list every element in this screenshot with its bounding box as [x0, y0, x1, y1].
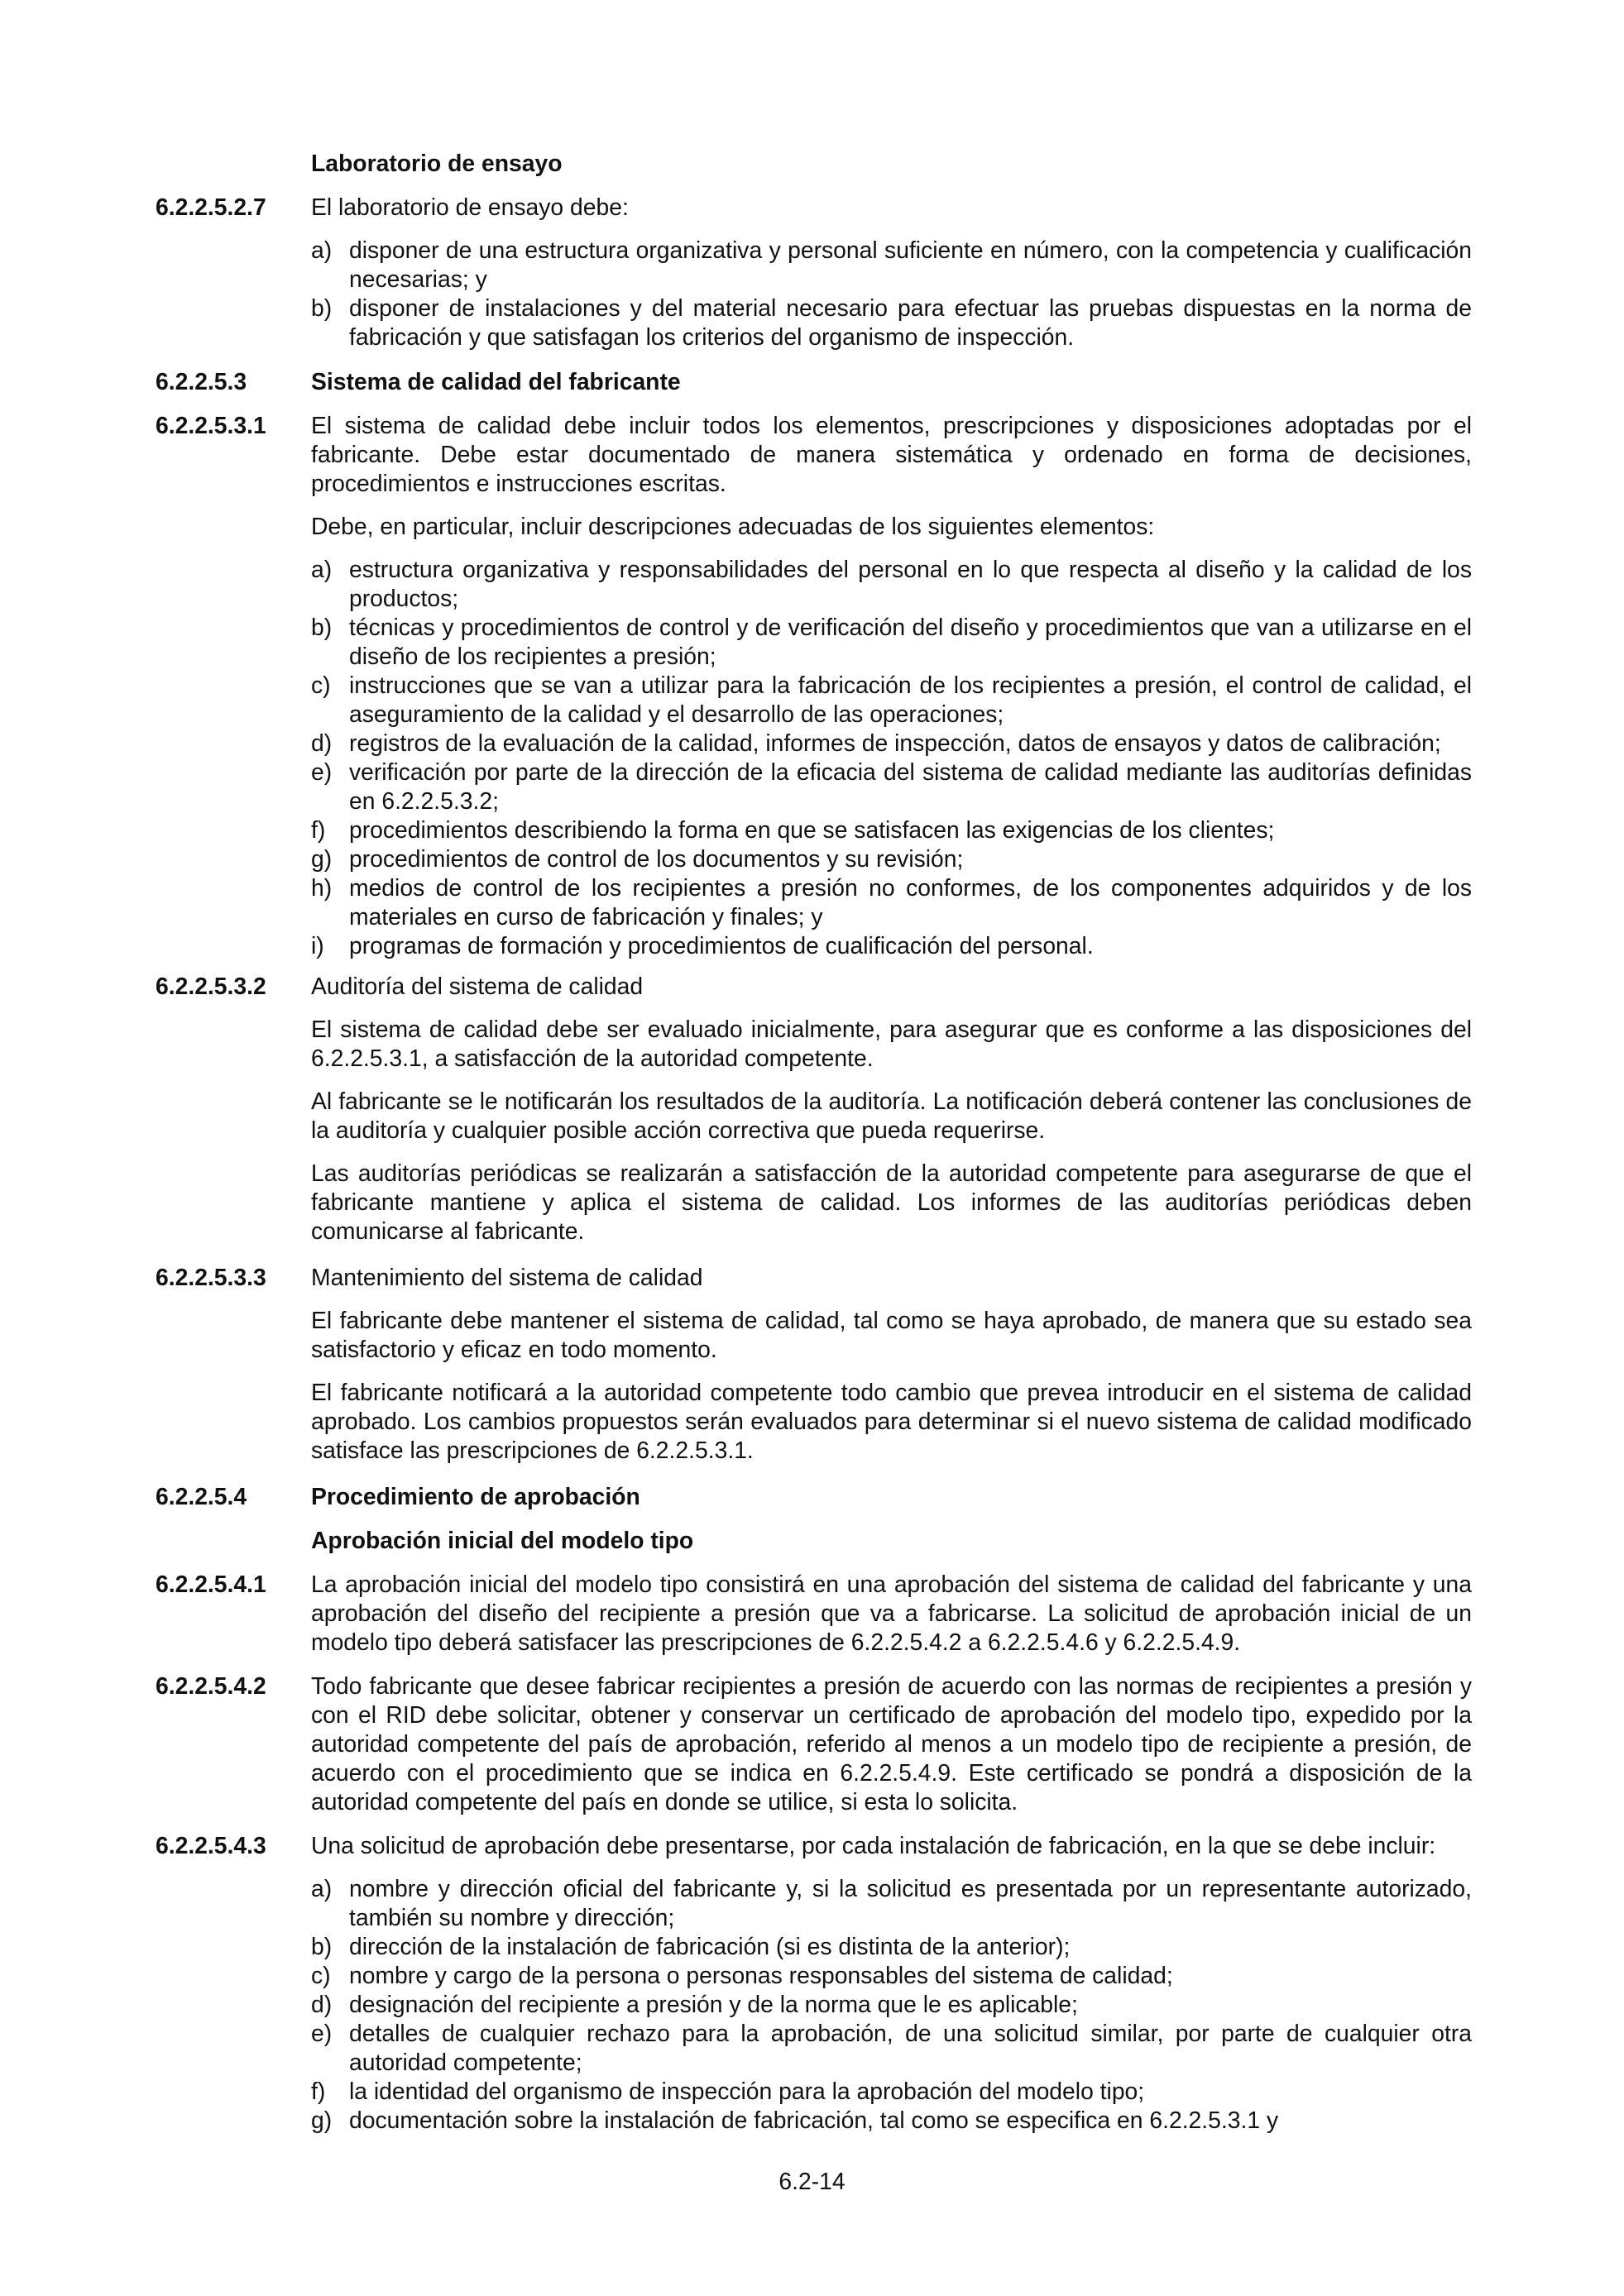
section-5-block — [311, 972, 1472, 1246]
paragraph: El fabricante debe mantener el sistema de calidad, tal como se haya aprobado, de manera que su estado sea satisfactorio y eficaz en todo momento. — [311, 1307, 1472, 1362]
section-4-block — [311, 411, 1472, 960]
list-item — [311, 1874, 1472, 1932]
list-item-label: b) — [311, 294, 333, 321]
section-heading: Sistema de calidad del fabricante — [311, 368, 681, 395]
section-number: 6.2.2.5.2.7 — [156, 194, 266, 220]
list-item — [311, 758, 1472, 816]
paragraph: Todo fabricante que desee fabricar recipientes a presión de acuerdo con las normas de recipientes a presión y con el RID debe solicitar, obtener y conservar un certificado de aprobación del modelo tipo, expedido por la autoridad competente del país de aprobación, referido al menos a un modelo tipo de recipiente a presión, de acuerdo con el procedimiento que se indica en 6.2.2.5.4.9. Este certificado se pondrá a disposición de la autoridad competente del país en donde se utilice, si esta lo solicita. — [311, 1672, 1472, 1815]
list-item-label: b) — [311, 1933, 333, 1959]
section-number: 6.2.2.5.3.1 — [156, 412, 266, 438]
paragraph: Una solicitud de aprobación debe presentarse, por cada instalación de fabricación, en la que se debe incluir: — [311, 1832, 1436, 1858]
list-item-label: d) — [311, 1991, 333, 2017]
list-item — [311, 671, 1472, 729]
list-item-text: detalles de cualquier rechazo para la aprobación, de una solicitud similar, por parte de cualquier otra autoridad competente; — [349, 2020, 1472, 2075]
section-10-block — [311, 1831, 1472, 2135]
list-item — [311, 873, 1472, 931]
section-heading: Auditoría del sistema de calidad — [311, 973, 644, 999]
paragraph: El sistema de calidad debe ser evaluado inicialmente, para asegurar que es conforme a las disposiciones del 6.2.2.5.3.1, a satisfacción de la autoridad competente. — [311, 1016, 1472, 1071]
list-item — [311, 2077, 1472, 2106]
list-item — [311, 2106, 1472, 2135]
list-item-label: a) — [311, 237, 333, 263]
list-item-label: c) — [311, 1962, 331, 1988]
section-number: 6.2.2.5.3.2 — [156, 973, 266, 999]
section-heading: Mantenimiento del sistema de calidad — [311, 1264, 703, 1290]
list-item-text: registros de la evaluación de la calidad, informes de inspección, datos de ensayos y datos de calibración; — [349, 729, 1441, 756]
list-item — [311, 1990, 1472, 2019]
list-item — [311, 816, 1472, 844]
section-number: 6.2.2.5.4.3 — [156, 1832, 266, 1858]
paragraph: El fabricante notificará a la autoridad competente todo cambio que prevea introducir en el sistema de calidad aprobado. Los cambios propuestos serán evaluados para determinar si el nuevo sistema de calidad modificado satisface las prescripciones de 6.2.2.5.3.1. — [311, 1379, 1472, 1463]
list — [311, 236, 1472, 352]
list-item — [311, 729, 1472, 758]
paragraph: Debe, en particular, incluir descripciones adecuadas de los siguientes elementos: — [311, 513, 1155, 539]
list-item-label: e) — [311, 2020, 333, 2046]
list-item-text: designación del recipiente a presión y de la norma que le es aplicable; — [349, 1991, 1078, 2017]
list-item-label: b) — [311, 614, 333, 640]
list-item-label: a) — [311, 556, 333, 582]
list-item — [311, 2019, 1472, 2077]
paragraph: La aprobación inicial del modelo tipo consistirá en una aprobación del sistema de calidad del fabricante y una aprobación del diseño del recipiente a presión que va a fabricarse. La solicitud de aprobación inicial de un modelo tipo deberá satisfacer las prescripciones de 6.2.2.5.4.2 a 6.2.2.5.4.6 y 6.2.2.5.4.9. — [311, 1571, 1472, 1655]
page-number: 6.2-14 — [778, 2168, 846, 2194]
list-item-label: i) — [311, 932, 324, 959]
list-item-text: procedimientos describiendo la forma en que se satisfacen las exigencias de los clientes; — [349, 816, 1275, 843]
list-item-text: documentación sobre la instalación de fabricación, tal como se especifica en 6.2.2.5.3.1 y — [349, 2107, 1279, 2133]
list-item-text: programas de formación y procedimientos de cualificación del personal. — [349, 932, 1094, 959]
paragraph: Al fabricante se le notificarán los resultados de la auditoría. La notificación deberá contener las conclusiones de la auditoría y cualquier posible acción correctiva que pueda requerirse. — [311, 1088, 1472, 1143]
list-item-text: nombre y cargo de la persona o personas responsables del sistema de calidad; — [349, 1962, 1173, 1988]
list-item-label: e) — [311, 758, 333, 785]
list-item — [311, 294, 1472, 352]
list-item — [311, 844, 1472, 873]
list — [311, 555, 1472, 960]
subheading: Aprobación inicial del modelo tipo — [311, 1527, 694, 1553]
list-item-text: la identidad del organismo de inspección para la aprobación del modelo tipo; — [349, 2078, 1145, 2104]
list-item-text: disponer de instalaciones y del material necesario para efectuar las pruebas dispuestas en la norma de fabricación y que satisfagan los criterios del organismo de inspección. — [349, 294, 1472, 350]
section-number: 6.2.2.5.4.1 — [156, 1571, 266, 1597]
list — [311, 1874, 1472, 2135]
list-item-label: d) — [311, 729, 333, 756]
section-number: 6.2.2.5.4.2 — [156, 1672, 266, 1699]
section-number: 6.2.2.5.3 — [156, 368, 247, 395]
list-item-text: nombre y dirección oficial del fabricante y, si la solicitud es presentada por un representante autorizado, también su nombre y dirección; — [349, 1875, 1472, 1930]
section-heading: Procedimiento de aprobación — [311, 1483, 640, 1509]
list-item — [311, 1961, 1472, 1990]
section-number: 6.2.2.5.4 — [156, 1483, 247, 1509]
list-item-text: estructura organizativa y responsabilidades del personal en lo que respecta al diseño y la calidad de los productos; — [349, 556, 1472, 611]
list-item-label: g) — [311, 845, 333, 872]
list-item-label: g) — [311, 2107, 333, 2133]
list-item-label: f) — [311, 2078, 326, 2104]
list-item-label: f) — [311, 816, 326, 843]
section-number: 6.2.2.5.3.3 — [156, 1264, 266, 1290]
list-item-text: instrucciones que se van a utilizar para la fabricación de los recipientes a presión, el control de calidad, el aseguramiento de la calidad y el desarrollo de las operaciones; — [349, 672, 1472, 727]
list-item-text: dirección de la instalación de fabricación (si es distinta de la anterior); — [349, 1933, 1071, 1959]
paragraph: El sistema de calidad debe incluir todos los elementos, prescripciones y disposiciones adoptadas por el fabricante. Debe estar documentado de manera sistemática y ordenado en forma de decisiones, procedimientos e instrucciones escritas. — [311, 412, 1472, 496]
list-item — [311, 1932, 1472, 1961]
section-2-block — [311, 193, 1472, 352]
list-item-text: verificación por parte de la dirección de la eficacia del sistema de calidad mediante las auditorías definidas en 6.2.2.5.3.2; — [349, 758, 1472, 814]
list-item-text: procedimientos de control de los documentos y su revisión; — [349, 845, 964, 872]
subheading-laboratorio: Laboratorio de ensayo — [311, 150, 563, 176]
list-item-label: c) — [311, 672, 331, 698]
list-item-text: medios de control de los recipientes a presión no conformes, de los componentes adquiridos y de los materiales en curso de fabricación y finales; y — [349, 874, 1472, 930]
paragraph: El laboratorio de ensayo debe: — [311, 194, 629, 220]
paragraph: Las auditorías periódicas se realizarán a satisfacción de la autoridad competente para asegurarse de que el fabricante mantiene y aplica el sistema de calidad. Los informes de las auditorías periódicas deben comunicarse al fabricante. — [311, 1160, 1472, 1244]
list-item-text: técnicas y procedimientos de control y de verificación del diseño y procedimientos que van a utilizarse en el diseño de los recipientes a presión; — [349, 614, 1472, 669]
list-item-text: disponer de una estructura organizativa y personal suficiente en número, con la competencia y cualificación necesarias; y — [349, 237, 1472, 292]
list-item — [311, 931, 1472, 960]
section-6-block — [311, 1263, 1472, 1465]
list-item-label: h) — [311, 874, 333, 901]
list-item — [311, 555, 1472, 613]
list-item — [311, 613, 1472, 671]
list-item-label: a) — [311, 1875, 333, 1901]
list-item — [311, 236, 1472, 294]
